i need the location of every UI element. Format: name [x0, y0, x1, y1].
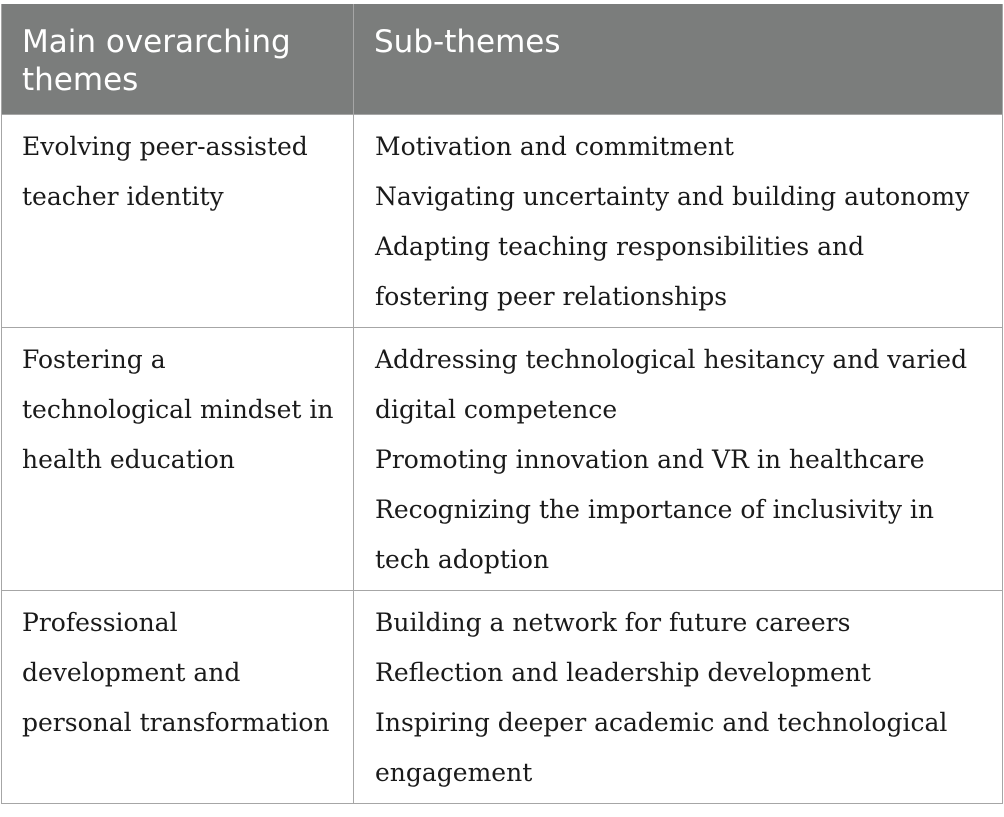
subtheme-item: Inspiring deeper academic and technological engagement	[375, 708, 948, 787]
themes-table-container	[1, 4, 1002, 804]
subtheme-item: Promoting innovation and VR in healthcare	[375, 445, 925, 474]
table-header	[2, 4, 1003, 115]
subthemes-cell	[354, 591, 1003, 804]
theme-cell: Fostering a technological mindset in health education	[2, 328, 354, 591]
table-row	[2, 115, 1003, 328]
header-sub-themes: Sub-themes	[354, 4, 1003, 115]
theme-cell: Evolving peer-assisted teacher identity	[2, 115, 354, 328]
subtheme-item: Addressing technological hesitancy and varied digital competence	[375, 345, 968, 424]
subtheme-item: Building a network for future careers	[375, 608, 851, 637]
subtheme-item: Recognizing the importance of inclusivity in tech adoption	[375, 495, 934, 574]
theme-cell: Professional development and personal transformation	[2, 591, 354, 804]
themes-table	[1, 4, 1003, 804]
header-main-themes: Main overarching themes	[2, 4, 354, 115]
subthemes-cell	[354, 328, 1003, 591]
subtheme-item: Navigating uncertainty and building autonomy	[375, 182, 970, 211]
subthemes-cell	[354, 115, 1003, 328]
subtheme-item: Adapting teaching responsibilities and fostering peer relationships	[375, 232, 865, 311]
subtheme-item: Motivation and commitment	[375, 132, 734, 161]
header-row	[2, 4, 1003, 115]
table-body	[2, 115, 1003, 804]
subtheme-item: Reflection and leadership development	[375, 658, 871, 687]
table-row	[2, 328, 1003, 591]
table-row	[2, 591, 1003, 804]
